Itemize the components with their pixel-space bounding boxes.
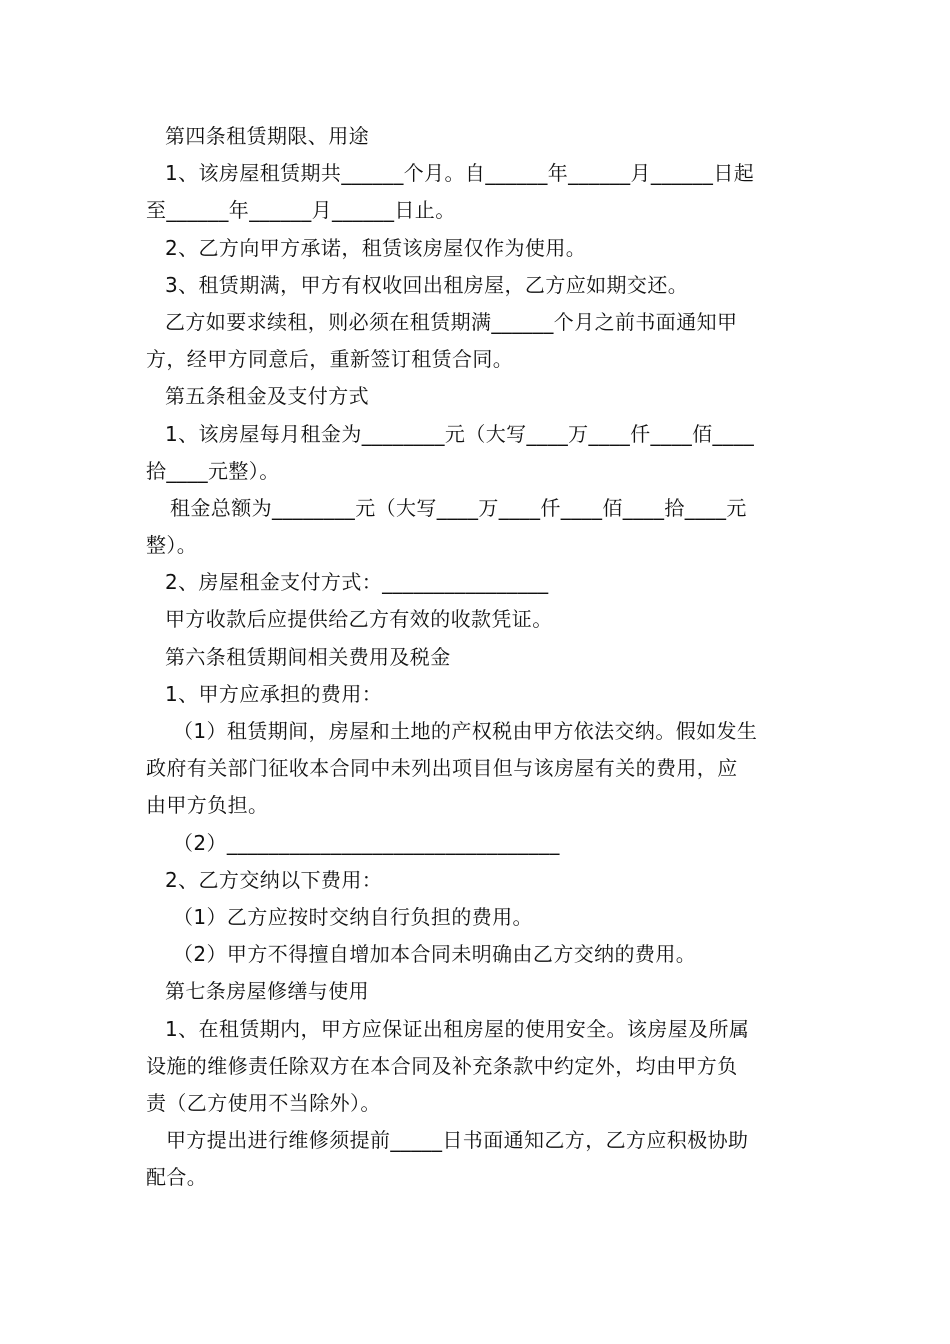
document-line: 拾____元整）。 [146,458,280,483]
document-line: 方，经甲方同意后，重新签订租赁合同。 [146,347,514,372]
document-line: 第四条租赁期限、用途 [165,124,369,148]
document-line: 乙方如要求续租，则必须在租赁期满______个月之前书面通知甲 [165,309,738,334]
document-line: 1、在租赁期内，甲方应保证出租房屋的使用安全。该房屋及所属 [165,1016,750,1041]
document-line: 甲方收款后应提供给乙方有效的收款凭证。 [165,607,553,632]
document-line: 第七条房屋修缮与使用 [165,979,369,1004]
document-line: 2、房屋租金支付方式：________________ [165,570,549,595]
document-line: 2、乙方交纳以下费用： [165,867,383,892]
document-line: 1、该房屋每月租金为________元（大写____万____仟____佰____ [165,421,755,446]
document-line: 至______年______月______日止。 [146,198,456,223]
document-line: （1）租赁期间，房屋和土地的产权税由甲方依法交纳。假如发生 [173,719,758,743]
document-line: 由甲方负担。 [146,793,269,818]
document-line: 整）。 [146,533,198,558]
document-line: 第六条租赁期间相关费用及税金 [165,644,451,669]
document-line: 甲方提出进行维修须提前_____日书面通知乙方，乙方应积极协助 [166,1128,749,1153]
document-line: （2）________________________________ [173,830,560,855]
document-line: 责（乙方使用不当除外）。 [146,1090,381,1115]
document-line: 租金总额为________元（大写____万____仟____佰____拾____元 [170,495,747,520]
document-line: 1、该房屋租赁期共______个月。自______年______月______日起 [165,161,755,186]
document-line: 2、乙方向甲方承诺，租赁该房屋仅作为使用。 [165,235,587,260]
document-line: （1）乙方应按时交纳自行负担的费用。 [173,904,533,929]
document-line: 第五条租金及支付方式 [165,384,369,409]
document-line: 配合。 [146,1165,208,1190]
document-line: 政府有关部门征收本合同中未列出项目但与该房屋有关的费用，应 [146,756,738,781]
document-line: （2）甲方不得擅自增加本合同未明确由乙方交纳的费用。 [173,942,697,967]
document-body [146,118,810,1196]
document-line: 设施的维修责任除双方在本合同及补充条款中约定外，均由甲方负 [146,1053,738,1078]
document-line: 3、租赁期满，甲方有权收回出租房屋，乙方应如期交还。 [165,272,689,297]
document-line: 1、甲方应承担的费用： [165,681,383,706]
